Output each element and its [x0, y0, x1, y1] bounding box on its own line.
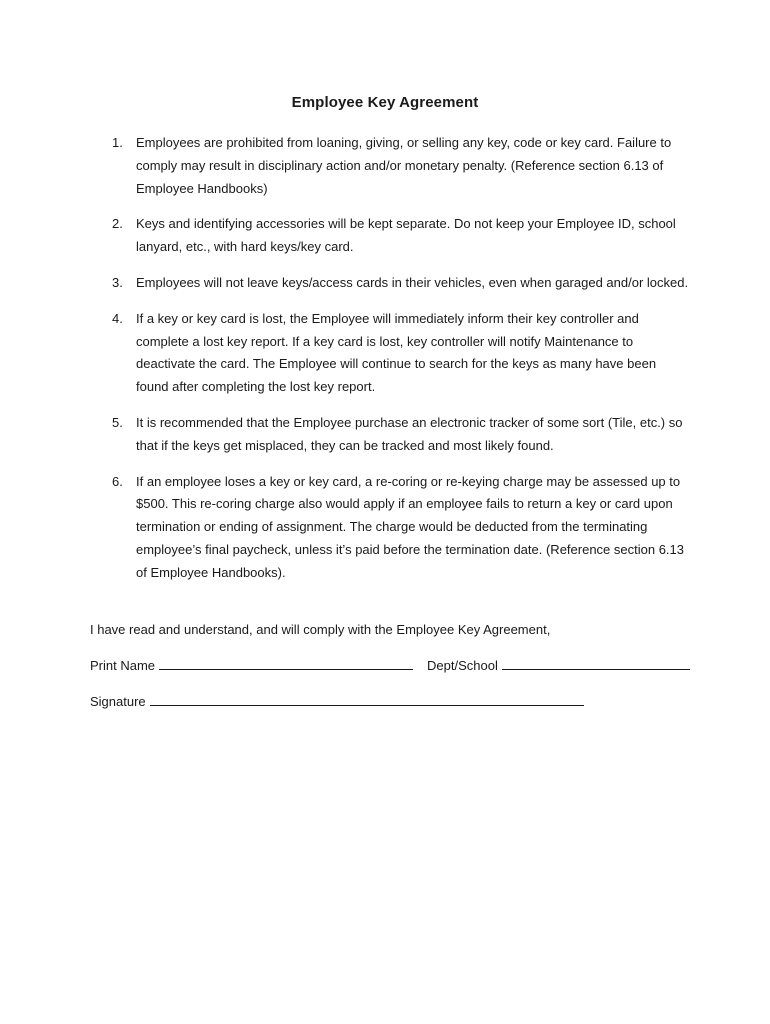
- item-number: 4.: [112, 310, 123, 326]
- agreement-list: [112, 132, 692, 598]
- item-number: 2.: [112, 216, 123, 232]
- list-item: [112, 272, 692, 295]
- acknowledgement-text: I have read and understand, and will comply with the Employee Key Agreement,: [90, 622, 551, 637]
- list-item: [112, 412, 692, 458]
- item-text: Employees will not leave keys/access cards in their vehicles, even when garaged and/or locked.: [136, 274, 689, 290]
- item-text: Employees are prohibited from loaning, giving, or selling any key, code or key card. Failure to comply may result in disciplinary action and/or monetary penalty. (Reference section 6.13 of Employee Handbooks): [136, 135, 672, 196]
- item-text: Keys and identifying accessories will be kept separate. Do not keep your Employee ID, school lanyard, etc., with hard keys/key card.: [136, 216, 676, 255]
- signature-row: [90, 691, 584, 713]
- print-name-row: [90, 655, 690, 677]
- signature-label: Signature: [90, 694, 146, 709]
- dept-school-label: Dept/School: [427, 658, 498, 673]
- item-text: If an employee loses a key or key card, a re-coring or re-keying charge may be assessed up to $500. This re-coring charge also would apply if an employee fails to return a key or card upon termination or ending of assignment. The charge would be deducted from the terminating employee’s final paycheck, unless it’s paid before the termination date. (Reference section 6.13 of Employee Handbooks).: [136, 473, 685, 580]
- print-name-label: Print Name: [90, 658, 156, 673]
- list-item: [112, 471, 692, 585]
- print-name-field[interactable]: [159, 655, 413, 670]
- item-number: 3.: [112, 274, 123, 290]
- item-text: If a key or key card is lost, the Employee will immediately inform their key controller and complete a lost key report. If a key card is lost, key controller will notify Maintenance to deactivate the card. The Employee will continue to search for the keys as many have been found after completing the lost key report.: [136, 310, 657, 395]
- item-number: 5.: [112, 414, 123, 430]
- item-number: 6.: [112, 473, 123, 489]
- list-item: [112, 213, 692, 259]
- list-item: [112, 308, 692, 399]
- item-text: It is recommended that the Employee purchase an electronic tracker of some sort (Tile, etc.) so that if the keys get misplaced, they can be tracked and most likely found.: [136, 414, 683, 453]
- dept-school-field[interactable]: [502, 655, 690, 670]
- document-title: Employee Key Agreement: [291, 94, 479, 111]
- list-item: [112, 132, 692, 200]
- item-number: 1.: [112, 135, 123, 150]
- signature-field[interactable]: [150, 691, 584, 706]
